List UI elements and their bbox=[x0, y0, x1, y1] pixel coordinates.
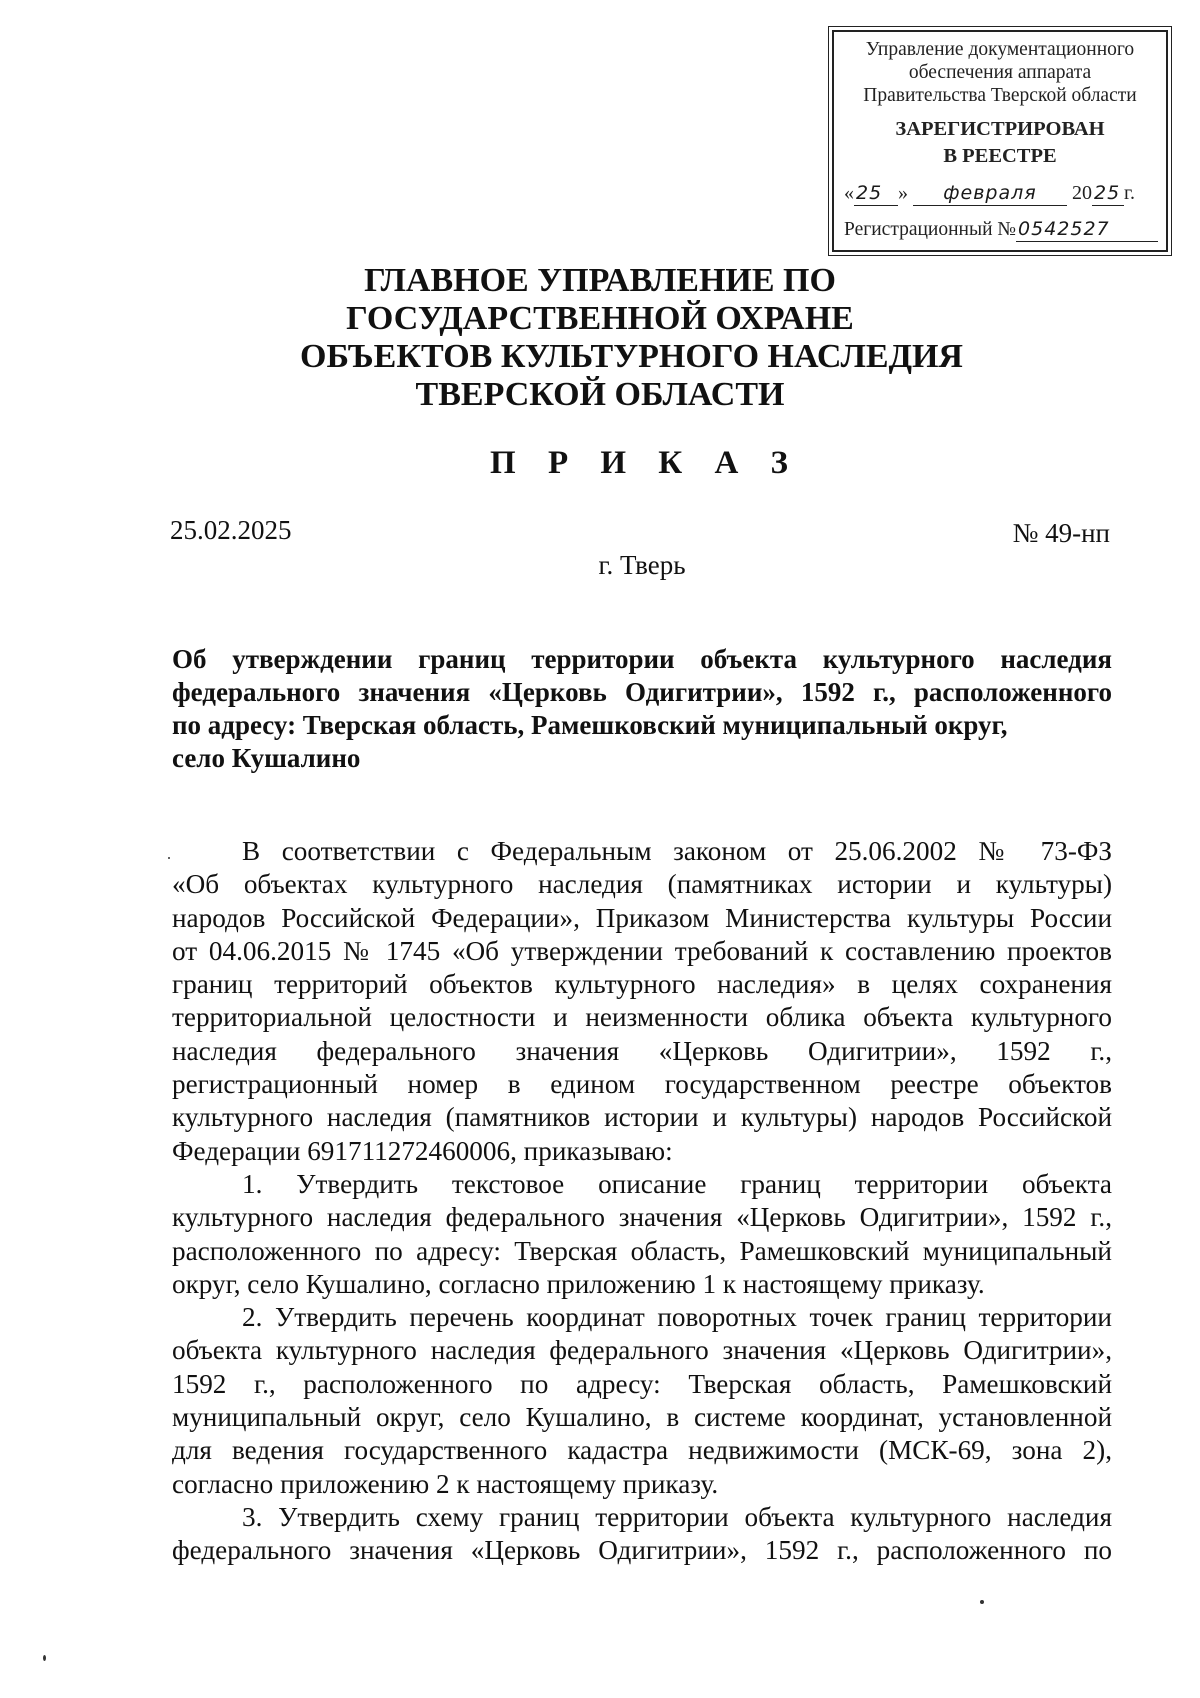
body-line: В соответствии с Федеральным законом от 25.06.2002 № 73-ФЗ bbox=[242, 836, 1112, 866]
body-line: Федерации 691711272460006, приказываю: bbox=[172, 1135, 673, 1166]
body-line: объекта культурного наследия федерального значения «Церковь Одигитрии», bbox=[172, 1335, 1112, 1366]
body-line: границ территорий объектов культурного наследия» в целях сохранения bbox=[172, 969, 1112, 1000]
body-line: 2. Утвердить перечень координат поворотных точек границ территории bbox=[242, 1302, 1112, 1333]
body-line: расположенного по адресу: Тверская область, Рамешковский муниципальный bbox=[172, 1235, 1112, 1266]
document-date: 25.02.2025 bbox=[170, 515, 292, 545]
stamp-reg-value: 0542527 bbox=[1016, 218, 1158, 242]
scan-speck bbox=[980, 1600, 984, 1604]
body-line: от 04.06.2015 № 1745 «Об утверждении требований к составлению проектов bbox=[172, 935, 1112, 966]
body-line: согласно приложению 2 к настоящему приказу. bbox=[172, 1468, 719, 1499]
body-line: 1. Утвердить текстовое описание границ территории объекта bbox=[242, 1168, 1112, 1199]
registration-stamp bbox=[832, 30, 1168, 252]
stamp-month: февраля bbox=[913, 182, 1067, 206]
body-line: 1592 г., расположенного по адресу: Тверская область, Рамешковский bbox=[172, 1368, 1112, 1399]
document-number: № 49-нп bbox=[1012, 518, 1110, 548]
stamp-registered: ЗАРЕГИСТРИРОВАН bbox=[895, 118, 1105, 140]
body-line: «Об объектах культурного наследия (памятниках истории и культуры) bbox=[172, 869, 1112, 900]
body-line: округ, село Кушалино, согласно приложению 1 к настоящему приказу. bbox=[172, 1268, 985, 1299]
document-subject: Об утверждении границ территории объекта культурного наследия федерального значения «Церковь Одигитрии», 1592 г., расположенного по адресу: Тверская область, Рамешковский муниципальный округ, село Кушалино bbox=[172, 644, 1112, 773]
body-line: федерального значения «Церковь Одигитрии», 1592 г., расположенного по bbox=[172, 1535, 1112, 1566]
stamp-registered: В РЕЕСТРЕ bbox=[943, 145, 1057, 167]
stamp-year: 25 bbox=[1092, 182, 1124, 206]
body-line: муниципальный округ, село Кушалино, в системе координат, установленной bbox=[172, 1402, 1112, 1433]
document-body bbox=[172, 835, 1112, 1568]
body-line: культурного наследия федерального значения «Церковь Одигитрии», 1592 г., bbox=[172, 1202, 1112, 1233]
stamp-reg-number: Регистрационный № 0542527 bbox=[844, 218, 1166, 242]
body-line: наследия федерального значения «Церковь Одигитрии», 1592 г., bbox=[172, 1035, 1112, 1066]
organization-name: ГЛАВНОЕ УПРАВЛЕНИЕ ПО ГОСУДАРСТВЕННОЙ ОХРАНЕ ОБЪЕКТОВ КУЛЬТУРНОГО НАСЛЕДИЯ ТВЕРСКОЙ ОБЛАСТИ bbox=[300, 262, 963, 413]
stamp-line: обеспечения аппарата bbox=[908, 62, 1092, 83]
body-line: 3. Утвердить схему границ территории объекта культурного наследия bbox=[242, 1501, 1112, 1532]
document-type: П Р И К А З bbox=[490, 445, 800, 481]
document-city: г. Тверь bbox=[598, 550, 686, 580]
scan-speck bbox=[168, 857, 170, 859]
stamp-day: 25 bbox=[854, 182, 898, 206]
stamp-line: Управление документационного bbox=[865, 39, 1135, 60]
body-line: регистрационный номер в едином государственном реестре объектов bbox=[172, 1069, 1112, 1100]
body-line: народов Российской Федерации», Приказом Министерства культуры России bbox=[172, 902, 1112, 933]
stamp-date: « 25 » февраля 20 25 г. bbox=[844, 182, 1135, 204]
stamp-line: Правительства Тверской области bbox=[863, 85, 1137, 106]
body-line: для ведения государственного кадастра недвижимости (МСК-69, зона 2), bbox=[172, 1435, 1112, 1466]
body-line: территориальной целостности и неизменности облика объекта культурного bbox=[172, 1002, 1112, 1033]
body-line: культурного наследия (памятников истории и культуры) народов Российской bbox=[172, 1102, 1112, 1133]
scan-speck bbox=[43, 1655, 46, 1661]
